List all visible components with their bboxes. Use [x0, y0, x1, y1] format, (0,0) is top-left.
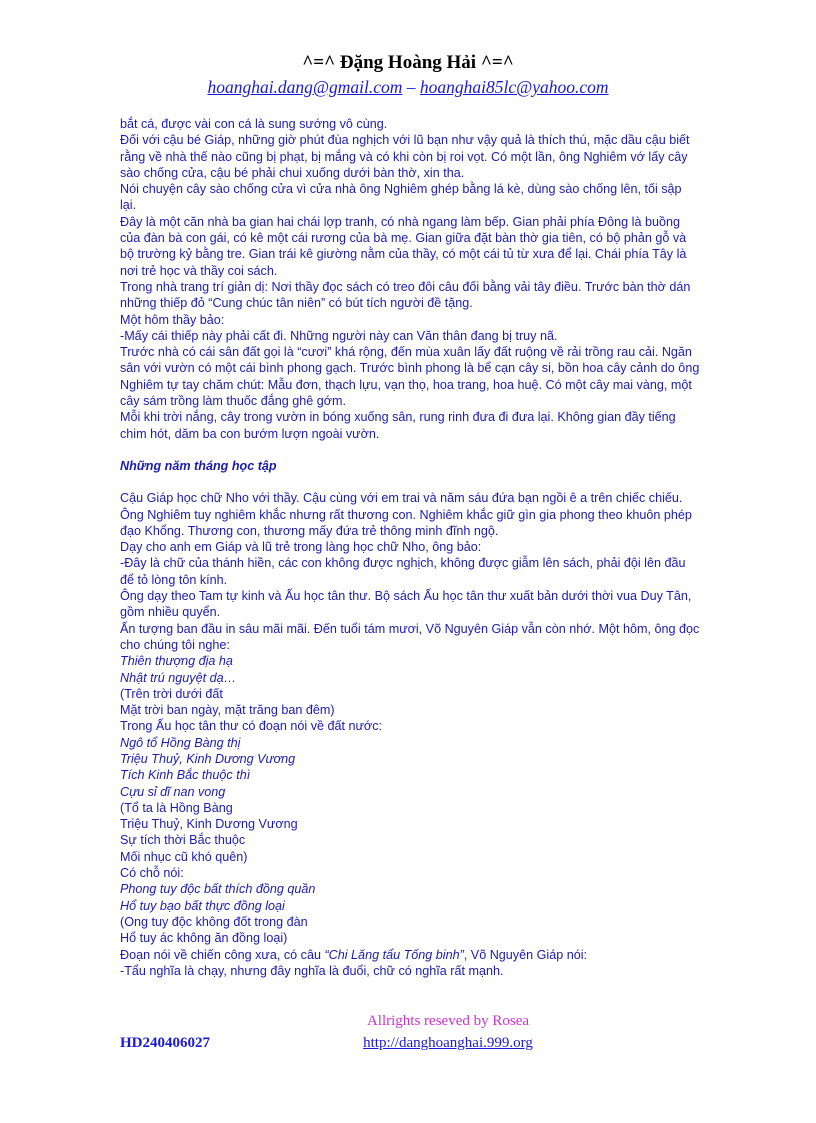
paragraph: Mỗi khi trời nắng, cây trong vườn in bóng xuống sân, rung rinh đưa đi đưa lại. Không gian đầy tiếng chim hót, dăm ba con bướm lượn ngoài vườn. — [120, 410, 676, 441]
paragraph: Dạy cho anh em Giáp và lũ trẻ trong làng học chữ Nho, ông bảo: — [120, 540, 482, 555]
translation-line: (Trên trời dưới đất — [120, 686, 223, 701]
paragraph: Đối với cậu bé Giáp, những giờ phút đùa nghịch với lũ bạn như vậy quả là thích thú, mặc dầu cậu biết rằng về nhà thế nào cũng bị phạt, bị mắng và có khi còn bị roi vọt. Có một lần, ông Nghiêm vớ lấy cây sào chống cửa, cậu bé phải chui xuống dưới bàn thờ, xin tha. — [120, 133, 690, 180]
closing-quote: “Chi Lăng tẩu Tống binh” — [324, 947, 464, 962]
paragraph: Có chỗ nói: — [120, 866, 184, 881]
poem-line: Triệu Thuỷ, Kinh Dương Vương — [120, 751, 296, 766]
paragraph: Nói chuyện cây sào chống cửa vì cửa nhà ông Nghiêm ghép bằng lá kè, dùng sào chống lên, tối sập lại. — [120, 182, 682, 213]
website-link-wrapper — [0, 1035, 816, 1052]
paragraph: -Mấy cái thiếp này phải cất đi. Những người này can Văn thân đang bị truy nã. — [120, 328, 558, 343]
paragraph: Ấn tượng ban đầu in sâu mãi mãi. Đến tuổi tám mươi, Võ Nguyên Giáp vẫn còn nhớ. Một hôm, ông đọc cho chúng tôi nghe: — [120, 621, 700, 652]
closing-suffix: , Võ Nguyên Giáp nói: — [463, 947, 588, 962]
paragraph: Ông Nghiêm tuy nghiêm khắc nhưng rất thương con. Nghiêm khắc giữ gìn gia phong theo khuôn phép đạo Khổng. Thương con, thương mấy đứa trẻ thông minh đĩnh ngộ. — [120, 507, 692, 538]
document-id: HD240406027 — [120, 1035, 210, 1051]
translation-line: (Ong tuy độc không đốt trong đàn — [120, 914, 308, 929]
author-title: ^=^ Đặng Hoàng Hải ^=^ — [302, 52, 514, 73]
paragraph: Trong nhà trang trí giản dị: Nơi thầy đọc sách có treo đôi câu đối bằng vải tây điều. Trước bàn thờ dán những thiếp đỏ “Cung chúc tân niên” có bút tích người đề tặng. — [120, 279, 691, 311]
closing-paragraph — [120, 947, 700, 963]
paragraph: Trước nhà có cái sân đất gọi là “cươi” khá rộng, đến mùa xuân lấy đất ruộng về rải trồng rau cải. Ngăn sân với vườn có một cái bình phong gạch. Trước bình phong là bể cạn cây si, bồn hoa cây cảnh do ông Nghiêm tự tay chăm chút: Mẫu đơn, thạch lựu, vạn thọ, hoa trang, hoa huệ. Có một cây mai vàng, một cây sám trồng làm thuốc đắng ghê gớm. — [120, 345, 700, 409]
poem-line: Hổ tuy bạo bất thực đồng loại — [120, 898, 285, 913]
translation-line: Mặt trời ban ngày, mặt trăng ban đêm) — [120, 703, 335, 718]
poem-line: Ngô tổ Hồng Bàng thị — [120, 735, 241, 750]
poem-line: Nhật trú nguyệt dạ… — [120, 670, 237, 685]
closing-prefix: Đoạn nói về chiến công xưa, có câu — [120, 947, 325, 962]
poem-line: Thiên thượng địa hạ — [120, 654, 233, 669]
paragraph: -Đây là chữ của thánh hiền, các con không được nghịch, không được giẫm lên sách, phải đội lên đầu để tỏ lòng tôn kính. — [120, 556, 686, 587]
email-link-gmail[interactable]: hoanghai.dang@gmail.com — [207, 77, 403, 97]
email-separator: – — [402, 77, 420, 97]
document-body — [120, 116, 700, 979]
author-emails — [0, 76, 816, 98]
paragraph: Trong Ấu học tân thư có đoạn nói về đất nước: — [120, 719, 382, 734]
translation-line: Hổ tuy ác không ăn đồng loại) — [120, 931, 288, 946]
paragraph: Ông dạy theo Tam tự kinh và Ấu học tân thư. Bộ sách Ấu học tân thư xuất bản dưới thời vua Duy Tân, gồm nhiều quyển. — [120, 589, 692, 620]
page-header — [0, 52, 816, 98]
translation-line: Mối nhục cũ khó quên) — [120, 849, 248, 864]
poem-line: Tích Kinh Bắc thuộc thì — [120, 768, 251, 783]
translation-line: Sự tích thời Bắc thuộc — [120, 833, 246, 848]
poem-line: Cựu sỉ dĩ nan vong — [120, 784, 226, 799]
copyright-notice: Allrights reseved by Rosea — [366, 1013, 530, 1029]
paragraph: bắt cá, được vài con cá là sung sướng vô cùng. — [120, 117, 388, 131]
paragraph: -Tẩu nghĩa là chạy, nhưng đây nghĩa là đuổi, chữ có nghĩa rất mạnh. — [120, 963, 504, 978]
translation-line: Triệu Thuỷ, Kinh Dương Vương — [120, 817, 298, 832]
paragraph: Một hôm thầy bảo: — [120, 312, 225, 327]
section-heading: Những năm tháng học tập — [120, 458, 277, 473]
poem-line: Phong tuy độc bất thích đồng quần — [120, 882, 316, 897]
paragraph: Đây là một căn nhà ba gian hai chái lợp tranh, có nhà ngang làm bếp. Gian phải phía Đông là buồng của đàn bà con gái, có kê một cái rương của bà mẹ. Gian giữa đặt bàn thờ gia tiên, có bộ phản gỗ và bộ trường kỷ bằng tre. Gian trái kê giường nằm của thầy, có một cái tủ từ xưa để lại. Chái phía Tây là nơi trẻ học và thầy coi sách. — [120, 214, 687, 278]
paragraph: Cậu Giáp học chữ Nho với thầy. Cậu cùng với em trai và năm sáu đứa bạn ngồi ê a trên chiếc chiếu. — [120, 491, 683, 506]
email-link-yahoo[interactable]: hoanghai85lc@yahoo.com — [419, 77, 609, 97]
translation-line: (Tổ ta là Hồng Bàng — [120, 800, 233, 815]
website-link[interactable]: http://danghoanghai.999.org — [363, 1035, 533, 1051]
